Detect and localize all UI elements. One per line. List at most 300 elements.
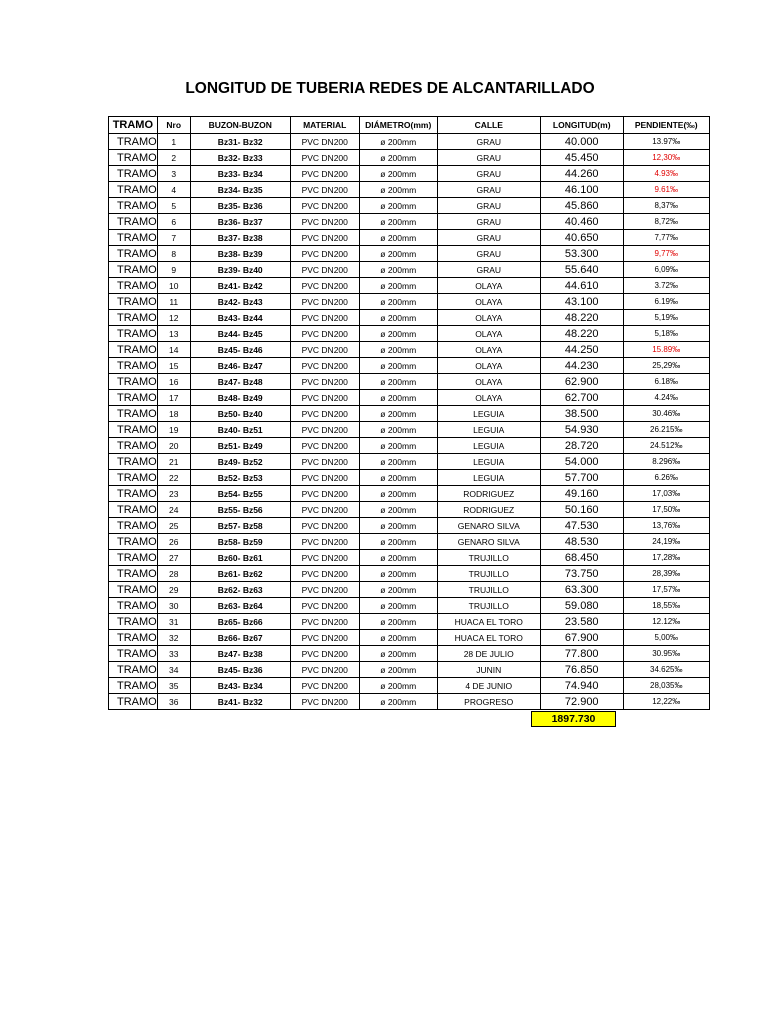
table-row: [109, 502, 710, 518]
cell-pendiente: 30.46‰: [623, 406, 709, 422]
cell-material: PVC DN200: [290, 390, 359, 406]
cell-buzon: Bz34- Bz35: [190, 182, 290, 198]
cell-calle: GRAU: [437, 230, 540, 246]
cell-calle: LEGUIA: [437, 406, 540, 422]
cell-longitud: 67.900: [540, 630, 623, 646]
table-row: [109, 134, 710, 150]
cell-buzon: Bz61- Bz62: [190, 566, 290, 582]
cell-diametro: ø 200mm: [359, 390, 437, 406]
cell-tramo: TRAMO: [109, 374, 158, 390]
cell-tramo: TRAMO: [109, 646, 158, 662]
cell-pendiente: 4.93‰: [623, 166, 709, 182]
cell-calle: OLAYA: [437, 390, 540, 406]
table-row: [109, 390, 710, 406]
cell-nro: 8: [157, 246, 190, 262]
table-row: [109, 342, 710, 358]
cell-material: PVC DN200: [290, 438, 359, 454]
cell-nro: 18: [157, 406, 190, 422]
header-tramo: TRAMO: [109, 117, 158, 134]
cell-buzon: Bz65- Bz66: [190, 614, 290, 630]
cell-diametro: ø 200mm: [359, 550, 437, 566]
cell-calle: GRAU: [437, 150, 540, 166]
cell-tramo: TRAMO: [109, 214, 158, 230]
cell-calle: GENARO SILVA: [437, 534, 540, 550]
cell-diametro: ø 200mm: [359, 342, 437, 358]
cell-tramo: TRAMO: [109, 406, 158, 422]
cell-longitud: 50.160: [540, 502, 623, 518]
header-longitud: LONGITUD(m): [540, 117, 623, 134]
cell-nro: 21: [157, 454, 190, 470]
cell-pendiente: 12,30‰: [623, 150, 709, 166]
cell-material: PVC DN200: [290, 598, 359, 614]
table-row: [109, 374, 710, 390]
table-row: [109, 598, 710, 614]
header-diametro: DIÁMETRO(mm): [359, 117, 437, 134]
cell-calle: TRUJILLO: [437, 566, 540, 582]
table-header-row: [109, 117, 710, 134]
cell-pendiente: 34.625‰: [623, 662, 709, 678]
cell-pendiente: 3.72‰: [623, 278, 709, 294]
cell-tramo: TRAMO: [109, 342, 158, 358]
cell-longitud: 44.250: [540, 342, 623, 358]
cell-nro: 10: [157, 278, 190, 294]
cell-buzon: Bz39- Bz40: [190, 262, 290, 278]
table-row: [109, 150, 710, 166]
cell-nro: 34: [157, 662, 190, 678]
cell-buzon: Bz33- Bz34: [190, 166, 290, 182]
cell-pendiente: 9.61‰: [623, 182, 709, 198]
table-row: [109, 278, 710, 294]
table-row: [109, 294, 710, 310]
cell-pendiente: 4.24‰: [623, 390, 709, 406]
cell-tramo: TRAMO: [109, 534, 158, 550]
cell-longitud: 68.450: [540, 550, 623, 566]
cell-tramo: TRAMO: [109, 150, 158, 166]
table-row: [109, 678, 710, 694]
table-row: [109, 550, 710, 566]
cell-calle: LEGUIA: [437, 438, 540, 454]
cell-material: PVC DN200: [290, 166, 359, 182]
cell-buzon: Bz60- Bz61: [190, 550, 290, 566]
table-row: [109, 694, 710, 710]
cell-pendiente: 24,19‰: [623, 534, 709, 550]
cell-pendiente: 6.19‰: [623, 294, 709, 310]
cell-nro: 22: [157, 470, 190, 486]
cell-buzon: Bz48- Bz49: [190, 390, 290, 406]
cell-buzon: Bz66- Bz67: [190, 630, 290, 646]
cell-diametro: ø 200mm: [359, 182, 437, 198]
cell-material: PVC DN200: [290, 342, 359, 358]
cell-longitud: 40.460: [540, 214, 623, 230]
cell-tramo: TRAMO: [109, 518, 158, 534]
cell-pendiente: 13.97‰: [623, 134, 709, 150]
cell-buzon: Bz44- Bz45: [190, 326, 290, 342]
cell-diametro: ø 200mm: [359, 374, 437, 390]
table-row: [109, 662, 710, 678]
cell-calle: HUACA EL TORO: [437, 630, 540, 646]
cell-nro: 33: [157, 646, 190, 662]
cell-longitud: 55.640: [540, 262, 623, 278]
cell-tramo: TRAMO: [109, 262, 158, 278]
cell-nro: 17: [157, 390, 190, 406]
cell-tramo: TRAMO: [109, 566, 158, 582]
cell-pendiente: 26.215‰: [623, 422, 709, 438]
cell-material: PVC DN200: [290, 582, 359, 598]
table-row: [109, 518, 710, 534]
cell-tramo: TRAMO: [109, 486, 158, 502]
cell-nro: 16: [157, 374, 190, 390]
cell-calle: JUNIN: [437, 662, 540, 678]
cell-diametro: ø 200mm: [359, 310, 437, 326]
cell-calle: GENARO SILVA: [437, 518, 540, 534]
cell-nro: 20: [157, 438, 190, 454]
cell-pendiente: 15.89‰: [623, 342, 709, 358]
cell-longitud: 28.720: [540, 438, 623, 454]
cell-diametro: ø 200mm: [359, 134, 437, 150]
cell-pendiente: 5,18‰: [623, 326, 709, 342]
cell-longitud: 23.580: [540, 614, 623, 630]
cell-material: PVC DN200: [290, 310, 359, 326]
cell-material: PVC DN200: [290, 646, 359, 662]
cell-tramo: TRAMO: [109, 438, 158, 454]
cell-longitud: 48.220: [540, 326, 623, 342]
cell-material: PVC DN200: [290, 662, 359, 678]
cell-material: PVC DN200: [290, 694, 359, 710]
cell-material: PVC DN200: [290, 198, 359, 214]
cell-calle: LEGUIA: [437, 422, 540, 438]
cell-material: PVC DN200: [290, 246, 359, 262]
cell-longitud: 48.530: [540, 534, 623, 550]
cell-longitud: 63.300: [540, 582, 623, 598]
cell-nro: 3: [157, 166, 190, 182]
cell-buzon: Bz62- Bz63: [190, 582, 290, 598]
cell-diametro: ø 200mm: [359, 294, 437, 310]
table-row: [109, 454, 710, 470]
cell-buzon: Bz32- Bz33: [190, 150, 290, 166]
cell-pendiente: 9,77‰: [623, 246, 709, 262]
cell-buzon: Bz49- Bz52: [190, 454, 290, 470]
cell-buzon: Bz31- Bz32: [190, 134, 290, 150]
cell-calle: OLAYA: [437, 342, 540, 358]
cell-pendiente: 17,57‰: [623, 582, 709, 598]
cell-calle: GRAU: [437, 166, 540, 182]
cell-pendiente: 17,03‰: [623, 486, 709, 502]
cell-nro: 32: [157, 630, 190, 646]
cell-material: PVC DN200: [290, 230, 359, 246]
cell-nro: 19: [157, 422, 190, 438]
cell-pendiente: 5,19‰: [623, 310, 709, 326]
cell-calle: OLAYA: [437, 374, 540, 390]
cell-material: PVC DN200: [290, 454, 359, 470]
cell-nro: 13: [157, 326, 190, 342]
cell-calle: RODRIGUEZ: [437, 486, 540, 502]
table-row: [109, 246, 710, 262]
cell-nro: 26: [157, 534, 190, 550]
cell-buzon: Bz57- Bz58: [190, 518, 290, 534]
table-row: [109, 358, 710, 374]
cell-material: PVC DN200: [290, 550, 359, 566]
total-length: 1897.730: [531, 711, 616, 727]
cell-diametro: ø 200mm: [359, 278, 437, 294]
cell-pendiente: 28,035‰: [623, 678, 709, 694]
cell-buzon: Bz63- Bz64: [190, 598, 290, 614]
cell-diametro: ø 200mm: [359, 406, 437, 422]
header-pendiente: PENDIENTE(‰): [623, 117, 709, 134]
cell-calle: RODRIGUEZ: [437, 502, 540, 518]
cell-longitud: 73.750: [540, 566, 623, 582]
cell-tramo: TRAMO: [109, 310, 158, 326]
cell-diametro: ø 200mm: [359, 486, 437, 502]
cell-longitud: 74.940: [540, 678, 623, 694]
cell-tramo: TRAMO: [109, 454, 158, 470]
header-nro: Nro: [157, 117, 190, 134]
cell-diametro: ø 200mm: [359, 438, 437, 454]
cell-material: PVC DN200: [290, 678, 359, 694]
table-row: [109, 310, 710, 326]
cell-pendiente: 8.296‰: [623, 454, 709, 470]
cell-longitud: 45.450: [540, 150, 623, 166]
cell-pendiente: 17,50‰: [623, 502, 709, 518]
cell-buzon: Bz58- Bz59: [190, 534, 290, 550]
cell-nro: 28: [157, 566, 190, 582]
cell-pendiente: 30.95‰: [623, 646, 709, 662]
cell-calle: GRAU: [437, 198, 540, 214]
cell-material: PVC DN200: [290, 422, 359, 438]
cell-nro: 2: [157, 150, 190, 166]
cell-tramo: TRAMO: [109, 294, 158, 310]
cell-calle: OLAYA: [437, 278, 540, 294]
cell-calle: PROGRESO: [437, 694, 540, 710]
cell-longitud: 72.900: [540, 694, 623, 710]
cell-pendiente: 8,37‰: [623, 198, 709, 214]
cell-material: PVC DN200: [290, 262, 359, 278]
cell-pendiente: 28,39‰: [623, 566, 709, 582]
cell-buzon: Bz42- Bz43: [190, 294, 290, 310]
table-row: [109, 566, 710, 582]
table-row: [109, 326, 710, 342]
table-row: [109, 214, 710, 230]
table-row: [109, 534, 710, 550]
cell-calle: 4 DE JUNIO: [437, 678, 540, 694]
table-row: [109, 582, 710, 598]
cell-longitud: 48.220: [540, 310, 623, 326]
cell-buzon: Bz47- Bz38: [190, 646, 290, 662]
cell-nro: 35: [157, 678, 190, 694]
cell-pendiente: 6.26‰: [623, 470, 709, 486]
cell-diametro: ø 200mm: [359, 518, 437, 534]
cell-buzon: Bz35- Bz36: [190, 198, 290, 214]
cell-material: PVC DN200: [290, 518, 359, 534]
cell-pendiente: 12.12‰: [623, 614, 709, 630]
cell-longitud: 44.230: [540, 358, 623, 374]
cell-diametro: ø 200mm: [359, 694, 437, 710]
cell-tramo: TRAMO: [109, 694, 158, 710]
cell-pendiente: 6.18‰: [623, 374, 709, 390]
cell-longitud: 77.800: [540, 646, 623, 662]
cell-pendiente: 7,77‰: [623, 230, 709, 246]
cell-longitud: 62.700: [540, 390, 623, 406]
table-row: [109, 166, 710, 182]
cell-buzon: Bz41- Bz42: [190, 278, 290, 294]
cell-pendiente: 25,29‰: [623, 358, 709, 374]
cell-diametro: ø 200mm: [359, 662, 437, 678]
cell-nro: 9: [157, 262, 190, 278]
cell-pendiente: 6,09‰: [623, 262, 709, 278]
cell-material: PVC DN200: [290, 406, 359, 422]
cell-nro: 15: [157, 358, 190, 374]
header-calle: CALLE: [437, 117, 540, 134]
cell-longitud: 54.930: [540, 422, 623, 438]
table-row: [109, 614, 710, 630]
cell-nro: 1: [157, 134, 190, 150]
cell-longitud: 40.650: [540, 230, 623, 246]
cell-calle: LEGUIA: [437, 470, 540, 486]
cell-longitud: 62.900: [540, 374, 623, 390]
cell-calle: OLAYA: [437, 326, 540, 342]
cell-material: PVC DN200: [290, 486, 359, 502]
cell-diametro: ø 200mm: [359, 502, 437, 518]
cell-buzon: Bz46- Bz47: [190, 358, 290, 374]
cell-calle: HUACA EL TORO: [437, 614, 540, 630]
cell-longitud: 54.000: [540, 454, 623, 470]
table-row: [109, 486, 710, 502]
cell-pendiente: 18,55‰: [623, 598, 709, 614]
cell-pendiente: 5,00‰: [623, 630, 709, 646]
cell-calle: 28 DE JULIO: [437, 646, 540, 662]
page-title: LONGITUD DE TUBERIA REDES DE ALCANTARILLADO: [185, 80, 595, 97]
cell-tramo: TRAMO: [109, 630, 158, 646]
cell-diametro: ø 200mm: [359, 630, 437, 646]
cell-buzon: Bz52- Bz53: [190, 470, 290, 486]
cell-nro: 36: [157, 694, 190, 710]
cell-calle: LEGUIA: [437, 454, 540, 470]
table-row: [109, 630, 710, 646]
cell-diametro: ø 200mm: [359, 166, 437, 182]
cell-nro: 24: [157, 502, 190, 518]
cell-material: PVC DN200: [290, 534, 359, 550]
cell-nro: 4: [157, 182, 190, 198]
cell-buzon: Bz43- Bz34: [190, 678, 290, 694]
cell-diametro: ø 200mm: [359, 582, 437, 598]
cell-calle: GRAU: [437, 246, 540, 262]
cell-longitud: 40.000: [540, 134, 623, 150]
cell-material: PVC DN200: [290, 150, 359, 166]
cell-buzon: Bz45- Bz46: [190, 342, 290, 358]
cell-longitud: 45.860: [540, 198, 623, 214]
cell-tramo: TRAMO: [109, 198, 158, 214]
cell-calle: TRUJILLO: [437, 550, 540, 566]
cell-pendiente: 24.512‰: [623, 438, 709, 454]
cell-pendiente: 13,76‰: [623, 518, 709, 534]
cell-calle: GRAU: [437, 182, 540, 198]
cell-diametro: ø 200mm: [359, 454, 437, 470]
table-row: [109, 470, 710, 486]
table-row: [109, 262, 710, 278]
cell-material: PVC DN200: [290, 326, 359, 342]
cell-diametro: ø 200mm: [359, 598, 437, 614]
cell-tramo: TRAMO: [109, 358, 158, 374]
cell-diametro: ø 200mm: [359, 646, 437, 662]
cell-tramo: TRAMO: [109, 470, 158, 486]
cell-longitud: 76.850: [540, 662, 623, 678]
cell-nro: 6: [157, 214, 190, 230]
cell-tramo: TRAMO: [109, 582, 158, 598]
cell-pendiente: 8,72‰: [623, 214, 709, 230]
table-row: [109, 230, 710, 246]
cell-material: PVC DN200: [290, 294, 359, 310]
cell-diametro: ø 200mm: [359, 358, 437, 374]
cell-longitud: 53.300: [540, 246, 623, 262]
header-material: MATERIAL: [290, 117, 359, 134]
cell-diametro: ø 200mm: [359, 198, 437, 214]
cell-longitud: 57.700: [540, 470, 623, 486]
cell-longitud: 43.100: [540, 294, 623, 310]
cell-diametro: ø 200mm: [359, 614, 437, 630]
cell-nro: 12: [157, 310, 190, 326]
cell-calle: TRUJILLO: [437, 582, 540, 598]
cell-pendiente: 12,22‰: [623, 694, 709, 710]
cell-tramo: TRAMO: [109, 230, 158, 246]
cell-diametro: ø 200mm: [359, 534, 437, 550]
cell-tramo: TRAMO: [109, 182, 158, 198]
table-row: [109, 198, 710, 214]
cell-diametro: ø 200mm: [359, 566, 437, 582]
cell-buzon: Bz51- Bz49: [190, 438, 290, 454]
cell-diametro: ø 200mm: [359, 326, 437, 342]
table-row: [109, 646, 710, 662]
cell-material: PVC DN200: [290, 470, 359, 486]
cell-longitud: 44.260: [540, 166, 623, 182]
cell-calle: GRAU: [437, 214, 540, 230]
cell-buzon: Bz38- Bz39: [190, 246, 290, 262]
cell-nro: 31: [157, 614, 190, 630]
cell-material: PVC DN200: [290, 614, 359, 630]
cell-longitud: 44.610: [540, 278, 623, 294]
cell-buzon: Bz55- Bz56: [190, 502, 290, 518]
cell-tramo: TRAMO: [109, 502, 158, 518]
cell-buzon: Bz47- Bz48: [190, 374, 290, 390]
cell-buzon: Bz54- Bz55: [190, 486, 290, 502]
cell-tramo: TRAMO: [109, 390, 158, 406]
cell-calle: OLAYA: [437, 310, 540, 326]
cell-longitud: 49.160: [540, 486, 623, 502]
cell-tramo: TRAMO: [109, 166, 158, 182]
cell-diametro: ø 200mm: [359, 262, 437, 278]
pipe-length-table: [108, 116, 710, 710]
cell-tramo: TRAMO: [109, 614, 158, 630]
cell-diametro: ø 200mm: [359, 214, 437, 230]
cell-calle: OLAYA: [437, 358, 540, 374]
cell-tramo: TRAMO: [109, 598, 158, 614]
cell-nro: 7: [157, 230, 190, 246]
cell-buzon: Bz36- Bz37: [190, 214, 290, 230]
table-row: [109, 406, 710, 422]
cell-calle: GRAU: [437, 262, 540, 278]
cell-material: PVC DN200: [290, 358, 359, 374]
table-row: [109, 422, 710, 438]
cell-material: PVC DN200: [290, 374, 359, 390]
cell-tramo: TRAMO: [109, 246, 158, 262]
cell-diametro: ø 200mm: [359, 422, 437, 438]
cell-calle: TRUJILLO: [437, 598, 540, 614]
cell-material: PVC DN200: [290, 214, 359, 230]
cell-material: PVC DN200: [290, 630, 359, 646]
cell-longitud: 46.100: [540, 182, 623, 198]
cell-calle: OLAYA: [437, 294, 540, 310]
cell-diametro: ø 200mm: [359, 678, 437, 694]
cell-tramo: TRAMO: [109, 662, 158, 678]
cell-nro: 23: [157, 486, 190, 502]
